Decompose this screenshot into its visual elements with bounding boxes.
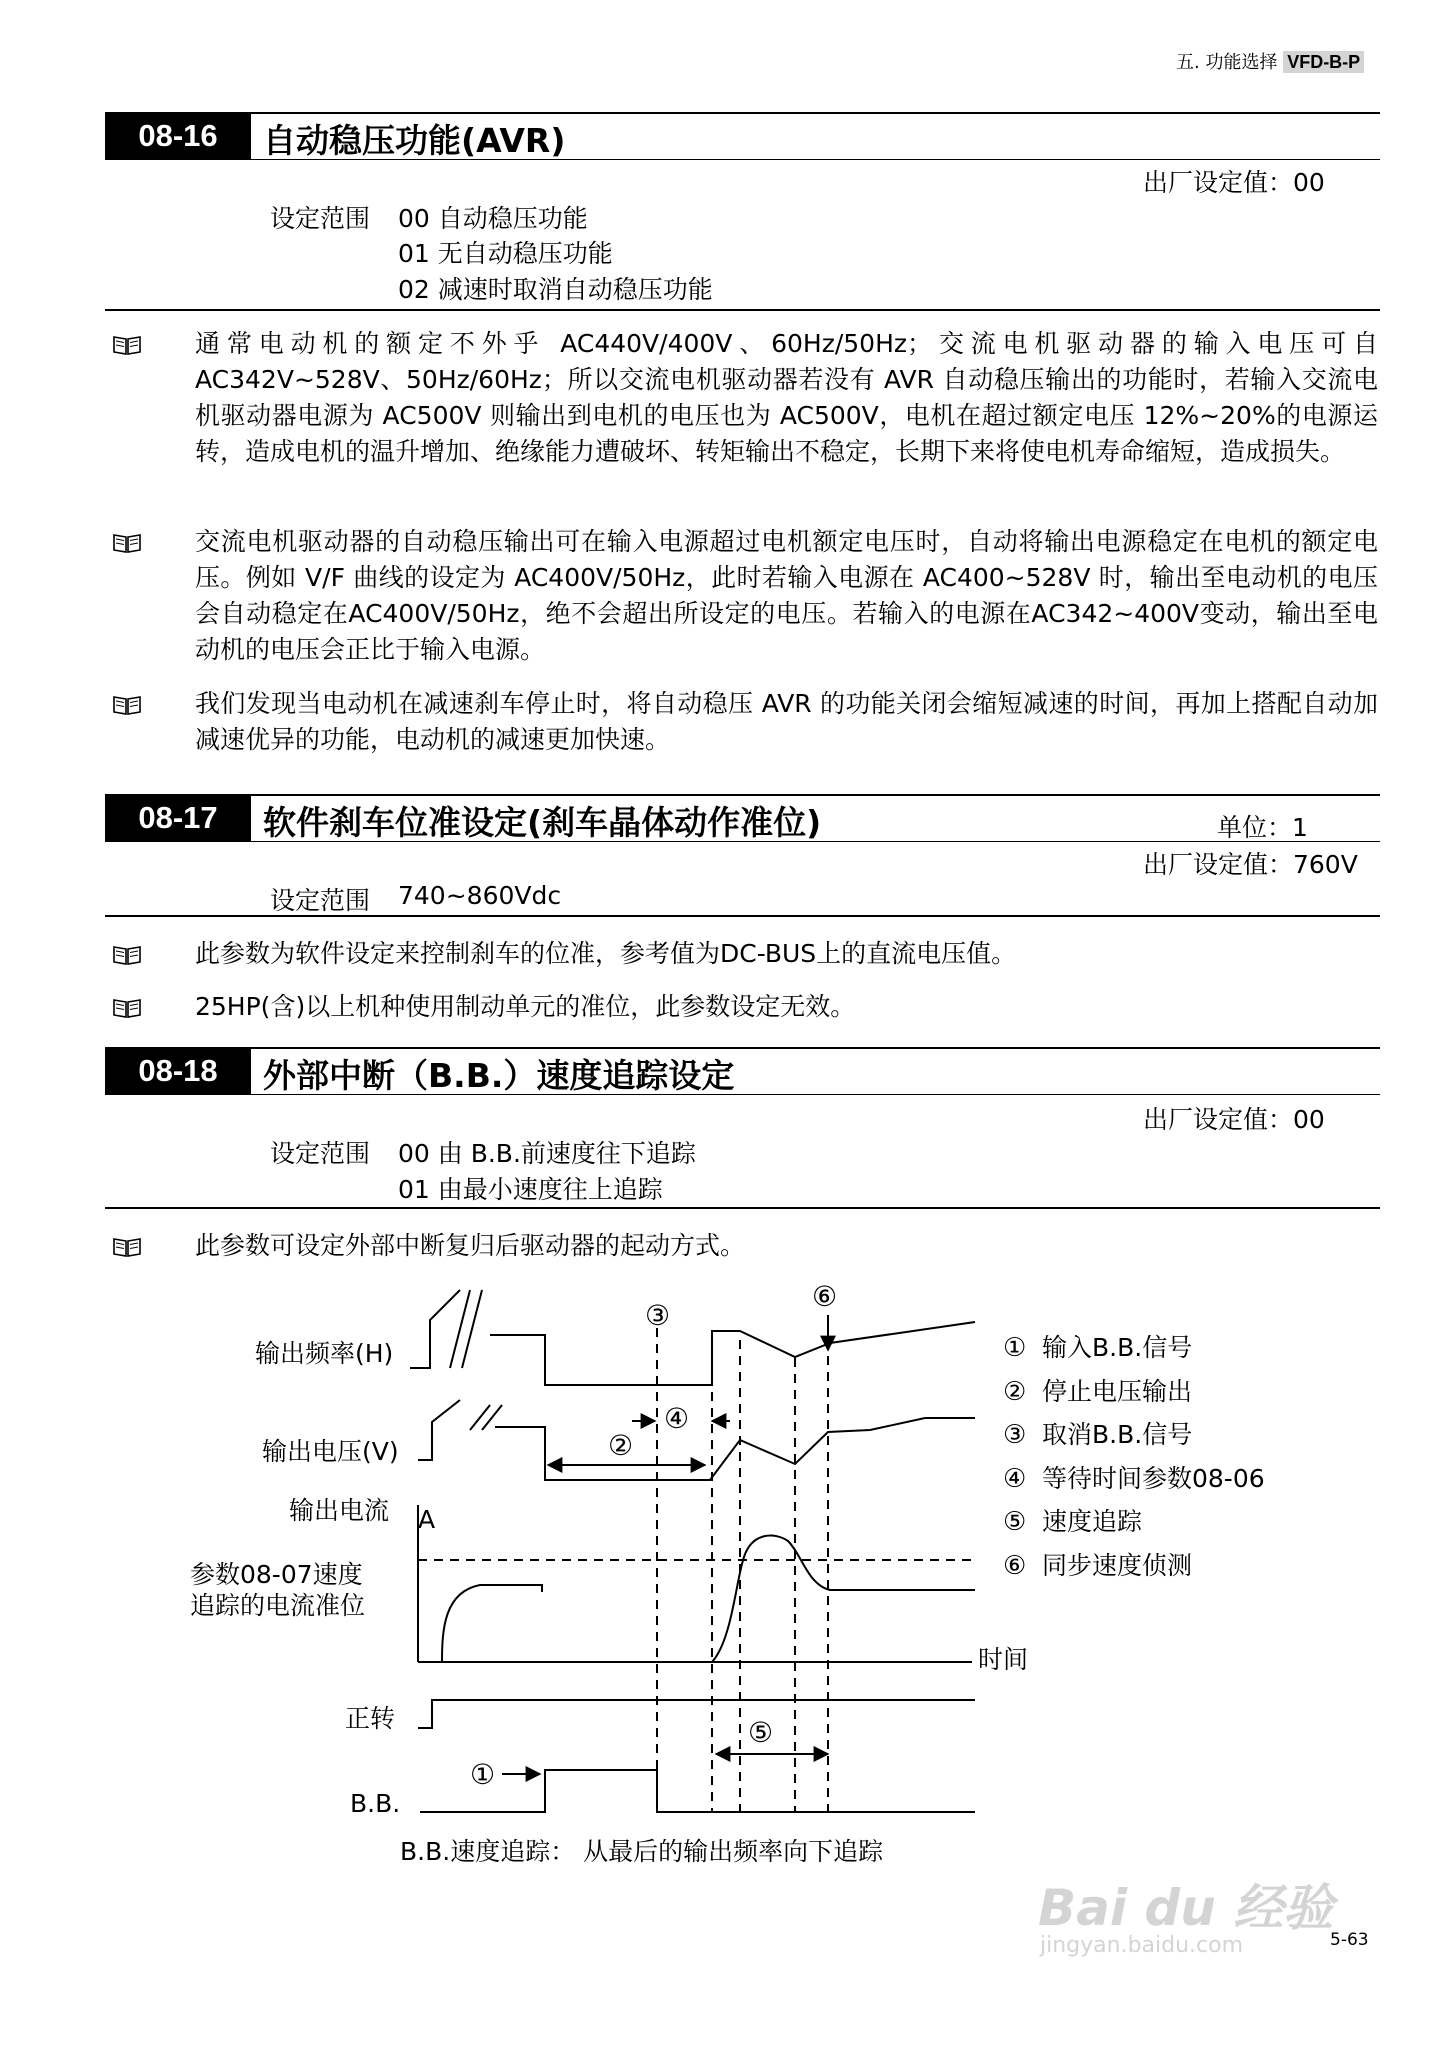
label-current-axis: A [418,1505,436,1534]
output-current-curve-2 [712,1536,975,1662]
bb-pulse-waveform [420,1770,975,1812]
label-output-voltage: 输出电压(V) [262,1437,399,1466]
label-forward-run: 正转 [345,1704,396,1733]
section-title: 外部中断（B.B.）速度追踪设定 [263,1056,735,1095]
output-voltage-waveform [418,1400,460,1460]
range-option: 01 无自动稳压功能 [398,239,613,268]
range-option: 00 自动稳压功能 [398,204,588,233]
default-value: 出厂设定值：760V [1143,850,1358,879]
legend-text: 速度追踪 [1042,1507,1143,1536]
range-option: 02 减速时取消自动稳压功能 [398,275,713,304]
default-value: 出厂设定值：00 [1143,1105,1325,1134]
legend-marker: ① [1003,1333,1027,1363]
marker-3: ③ [645,1299,671,1332]
marker-5: ⑤ [748,1716,774,1749]
label-output-current: 输出电流 [289,1496,390,1525]
page-number: 5-63 [1330,1930,1369,1950]
legend-text: 取消B.B.信号 [1042,1420,1193,1449]
section-title: 自动稳压功能(AVR) [263,121,566,160]
output-current-curve-1 [442,1585,542,1662]
range-option: 01 由最小速度往上追踪 [398,1175,663,1204]
marker-1: ① [470,1758,496,1791]
section-title: 软件刹车位准设定(刹车晶体动作准位) [263,803,822,842]
legend-marker: ⑤ [1003,1507,1027,1537]
legend-marker: ③ [1003,1420,1027,1450]
paragraph: 我们发现当电动机在减速刹车停止时，将自动稳压 AVR 的功能关闭会缩短减速的时间，再加上搭配自动加减速优异的功能，电动机的减速更加快速。 [195,689,1378,754]
legend-marker: ② [1003,1377,1027,1407]
marker-4: ④ [664,1402,690,1435]
legend-marker: ④ [1003,1464,1027,1494]
default-value: 出厂设定值：00 [1143,168,1325,197]
range-label: 设定范围 [270,1139,371,1168]
diagram-legend [1003,1333,1265,1581]
label-param-0807-line1: 参数08-07速度 [190,1560,363,1589]
paragraph: 25HP(含)以上机种使用制动单元的准位，此参数设定无效。 [195,992,856,1021]
label-bb: B.B. [350,1789,401,1818]
paragraph: 此参数为软件设定来控制刹车的位准，参考值为DC-BUS上的直流电压值。 [195,939,1017,968]
paragraph: 此参数可设定外部中断复归后驱动器的起动方式。 [195,1231,746,1260]
section-code: 08-18 [105,1047,251,1095]
marker-2: ② [608,1429,634,1462]
range-label: 设定范围 [270,886,371,915]
range-label: 设定范围 [270,204,371,233]
section-code: 08-17 [105,794,251,842]
header-chapter: 五. 功能选择 [1176,52,1278,73]
legend-marker: ⑥ [1003,1551,1027,1581]
label-output-frequency: 输出频率(H) [255,1339,394,1368]
paragraph: 通常电动机的额定不外乎 AC440V/400V、60Hz/50Hz；交流电机驱动器的输入电压可自 AC342V~528V、50Hz/60Hz；所以交流电机驱动器若没有 AVR 自动稳压输出的功能时，若输入交流电机驱动器电源为 AC500V 则输出到电机的电压也为 AC500V，电机在超过额定电压 12%~20%的电源运转，造成电机的温升增加、绝缘能力遭破坏、转矩输出不稳定，长期下来将使电机寿命缩短，造成损失。 [195,329,1378,466]
legend-text: 停止电压输出 [1042,1377,1193,1406]
range-option: 00 由 B.B.前速度往下追踪 [398,1139,696,1168]
forward-run-waveform [418,1700,975,1728]
label-time: 时间 [978,1645,1029,1674]
legend-text: 等待时间参数08-06 [1042,1464,1265,1493]
section-code: 08-16 [105,112,251,160]
label-param-0807-line2: 追踪的电流准位 [190,1591,366,1620]
marker-6: ⑥ [812,1280,838,1313]
unit-value: 单位：1 [1217,813,1308,842]
legend-text: 输入B.B.信号 [1042,1333,1193,1362]
range-option: 740~860Vdc [398,881,562,910]
header-model: VFD-B-P [1283,51,1364,73]
watermark-logo: Bai du 经验 [1038,1879,1334,1937]
watermark-url: jingyan.baidu.com [1040,1933,1244,1958]
diagram-caption: B.B.速度追踪： 从最后的输出频率向下追踪 [400,1837,884,1866]
paragraph: 交流电机驱动器的自动稳压输出可在输入电源超过电机额定电压时，自动将输出电源稳定在电机的额定电压。例如 V/F 曲线的设定为 AC400V/50Hz，此时若输入电源在 AC400~528V 时，输出至电动机的电压会自动稳定在AC400V/50Hz，绝不会超出所设定的电压。若输入的电源在AC342~400V变动，输出至电动机的电压会正比于输入电源。 [195,527,1378,664]
legend-text: 同步速度侦测 [1042,1551,1193,1580]
